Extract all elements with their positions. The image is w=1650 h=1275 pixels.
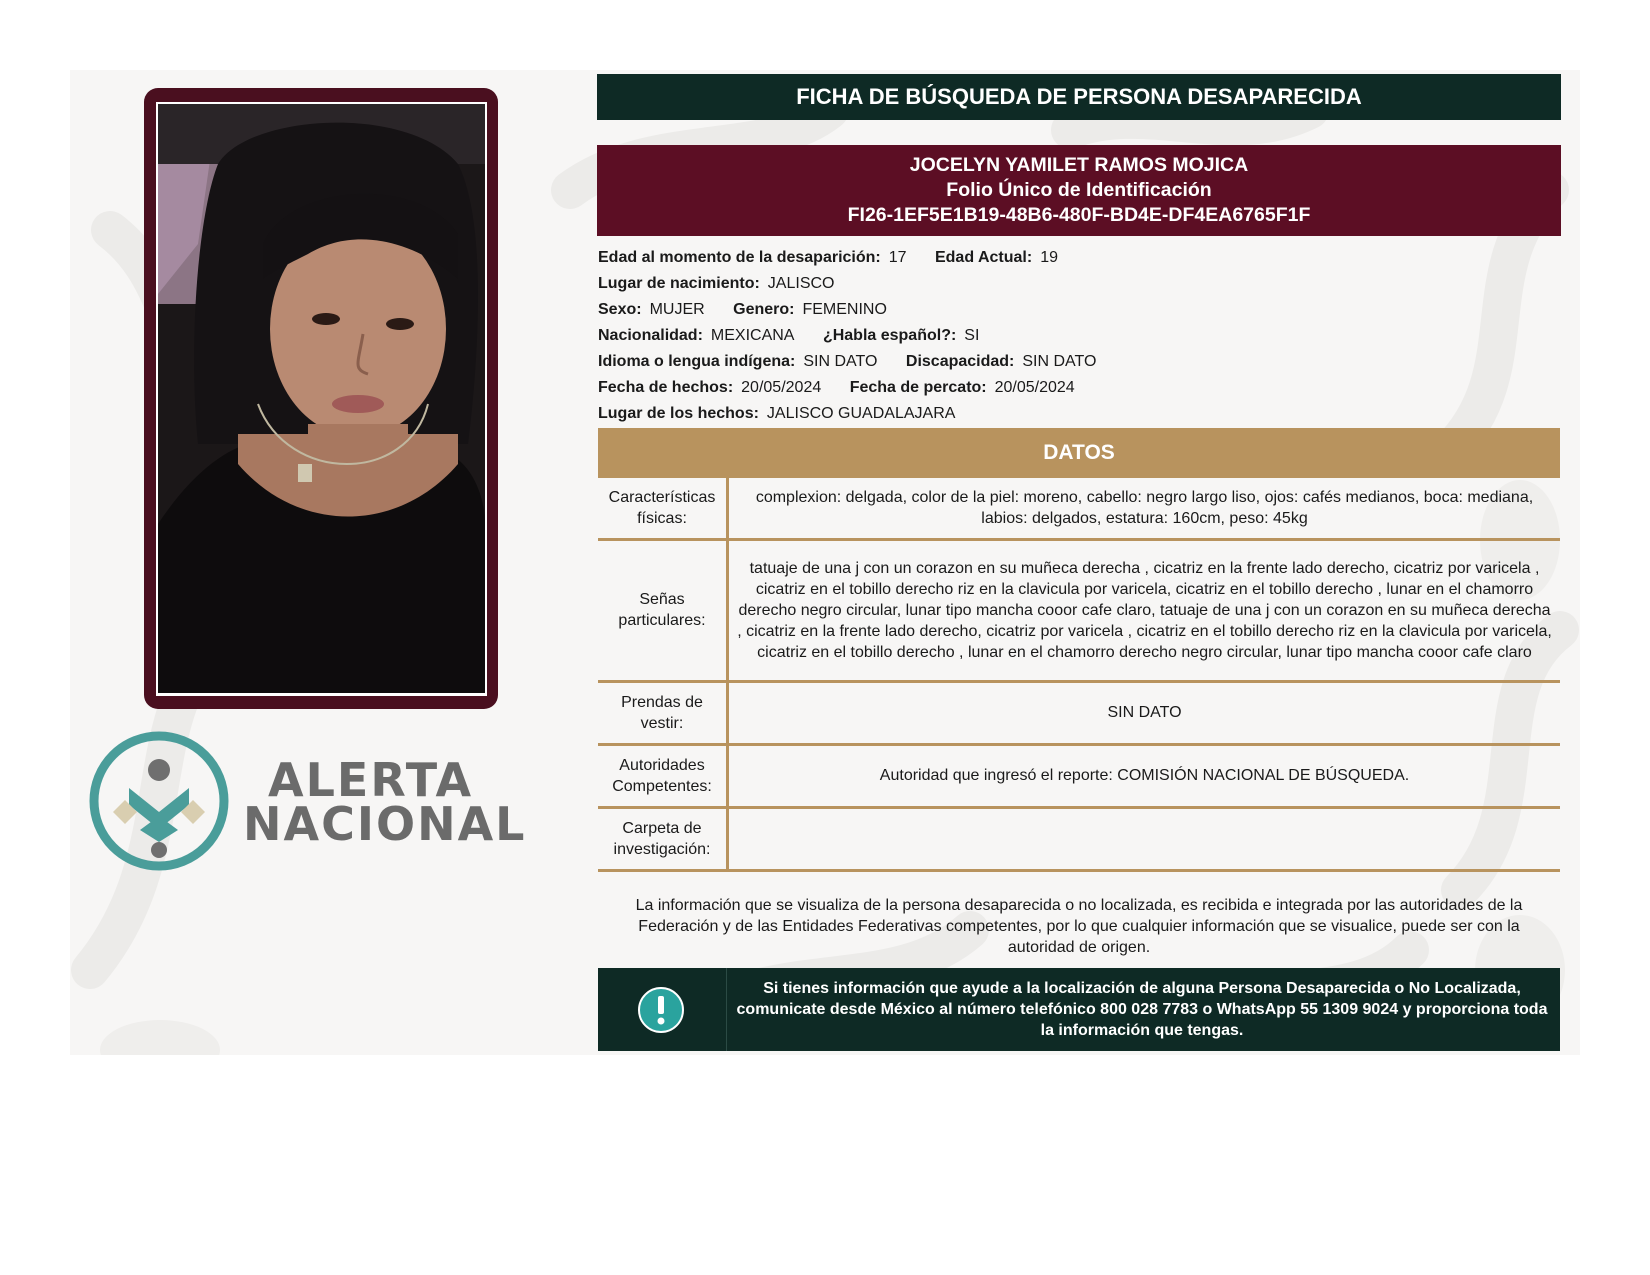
alerta-nacional-wordmark bbox=[243, 753, 527, 851]
genero-value: FEMENINO bbox=[802, 301, 887, 318]
info-row-idioma bbox=[598, 349, 1558, 375]
edad-desaparicion-label: Edad al momento de la desaparición: bbox=[598, 249, 881, 266]
habla-espanol-label: ¿Habla español?: bbox=[822, 327, 957, 344]
alerta-nacional-logo-icon bbox=[88, 730, 230, 872]
edad-desaparicion-value: 17 bbox=[888, 249, 907, 266]
sexo-label: Sexo: bbox=[598, 301, 642, 318]
info-row-edad bbox=[598, 245, 1558, 271]
table-cell-label: Prendas de vestir: bbox=[598, 681, 728, 744]
table-row bbox=[598, 681, 1560, 744]
lugar-hechos-value: JALISCO GUADALAJARA bbox=[766, 405, 956, 422]
info-row-lugar-hechos bbox=[598, 401, 1558, 427]
table-cell-label: Carpeta de investigación: bbox=[598, 807, 728, 870]
datos-table bbox=[598, 478, 1560, 872]
edad-actual-label: Edad Actual: bbox=[934, 249, 1033, 266]
folio-value: FI26-1EF5E1B19-48B6-480F-BD4E-DF4EA6765F1F bbox=[847, 204, 1311, 226]
person-info bbox=[598, 245, 1558, 427]
info-row-lugar-nacimiento bbox=[598, 271, 1558, 297]
nacionalidad-label: Nacionalidad: bbox=[598, 327, 703, 344]
table-row bbox=[598, 539, 1560, 681]
lugar-nacimiento-label: Lugar de nacimiento: bbox=[598, 275, 760, 292]
table-row bbox=[598, 478, 1560, 539]
info-row-fechas bbox=[598, 375, 1558, 401]
info-row-nacionalidad bbox=[598, 323, 1558, 349]
habla-espanol-value: SI bbox=[964, 327, 980, 344]
person-photo-illustration bbox=[158, 104, 485, 693]
nacionalidad-value: MEXICANA bbox=[710, 327, 795, 344]
fecha-hechos-label: Fecha de hechos: bbox=[598, 379, 734, 396]
discapacidad-label: Discapacidad: bbox=[905, 353, 1015, 370]
person-name: JOCELYN YAMILET RAMOS MOJICA bbox=[909, 154, 1249, 176]
folio-label: Folio Único de Identificación bbox=[946, 179, 1212, 201]
table-cell-value: complexion: delgada, color de la piel: moreno, cabello: negro largo liso, ojos: cafés medianos, boca: mediana, labios: delgados, estatura: 160cm, peso: 45kg bbox=[728, 478, 1561, 539]
genero-label: Genero: bbox=[733, 301, 795, 318]
table-row bbox=[598, 744, 1560, 807]
table-cell-label: Señas particulares: bbox=[598, 539, 728, 681]
lugar-hechos-label: Lugar de los hechos: bbox=[598, 405, 759, 422]
fecha-percato-value: 20/05/2024 bbox=[994, 379, 1075, 396]
datos-header: DATOS bbox=[598, 428, 1560, 478]
table-cell-value bbox=[728, 807, 1561, 870]
fecha-percato-label: Fecha de percato: bbox=[849, 379, 987, 396]
discapacidad-value: SIN DATO bbox=[1022, 353, 1097, 370]
lugar-nacimiento-value: JALISCO bbox=[767, 275, 835, 292]
alert-bar bbox=[598, 968, 1560, 1051]
table-cell-value: tatuaje de una j con un corazon en su muñeca derecha , cicatriz en la frente lado derecho, cicatriz por varicela , cicatriz en el tobillo derecho riz en la clavicula por varicela, cicatriz en el tobillo derecho , lunar en el chamorro derecho negro circular, lunar tipo mancha cooor cafe claro, tatuaje de una j con un corazon en su muñeca derecha , cicatriz en la frente lado derecho, cicatriz por varicela , cicatriz en el tobillo derecho riz en la clavicula por varicela, cicatriz en el tobillo derecho , lunar en el chamorro derecho negro circular, lunar tipo mancha cooor cafe claro bbox=[728, 539, 1561, 681]
info-row-sexo bbox=[598, 297, 1558, 323]
exclamation-icon bbox=[598, 968, 726, 1051]
fecha-hechos-value: 20/05/2024 bbox=[741, 379, 822, 396]
table-row bbox=[598, 807, 1560, 870]
table-cell-label: Autoridades Competentes: bbox=[598, 744, 728, 807]
sexo-value: MUJER bbox=[649, 301, 705, 318]
table-cell-label: Características físicas: bbox=[598, 478, 728, 539]
table-cell-value: SIN DATO bbox=[728, 681, 1561, 744]
idioma-label: Idioma o lengua indígena: bbox=[598, 353, 796, 370]
logo-line1: ALERTA bbox=[268, 753, 474, 807]
logo-line2: NACIONAL bbox=[243, 797, 527, 851]
person-photo bbox=[158, 104, 485, 693]
table-cell-value: Autoridad que ingresó el reporte: COMISIÓN NACIONAL DE BÚSQUEDA. bbox=[728, 744, 1561, 807]
disclaimer-text: La información que se visualiza de la persona desaparecida o no localizada, es recibida e integrada por las autoridades de la Federación y de las Entidades Federativas competentes, por lo que cualquier información que se visualice, puede ser con la autoridad de origen. bbox=[635, 897, 1523, 956]
idioma-value: SIN DATO bbox=[803, 353, 878, 370]
alert-text: Si tienes información que ayude a la localización de alguna Persona Desaparecida o No Localizada, comunicate desde México al número telefónico 800 028 7783 o WhatsApp 55 1309 9024 y proporciona toda la información que tengas. bbox=[736, 980, 1548, 1039]
page-title: FICHA DE BÚSQUEDA DE PERSONA DESAPARECIDA bbox=[597, 74, 1561, 120]
person-name-box bbox=[597, 145, 1561, 236]
alert-icon-cell bbox=[598, 968, 727, 1051]
edad-actual-value: 19 bbox=[1040, 249, 1058, 266]
